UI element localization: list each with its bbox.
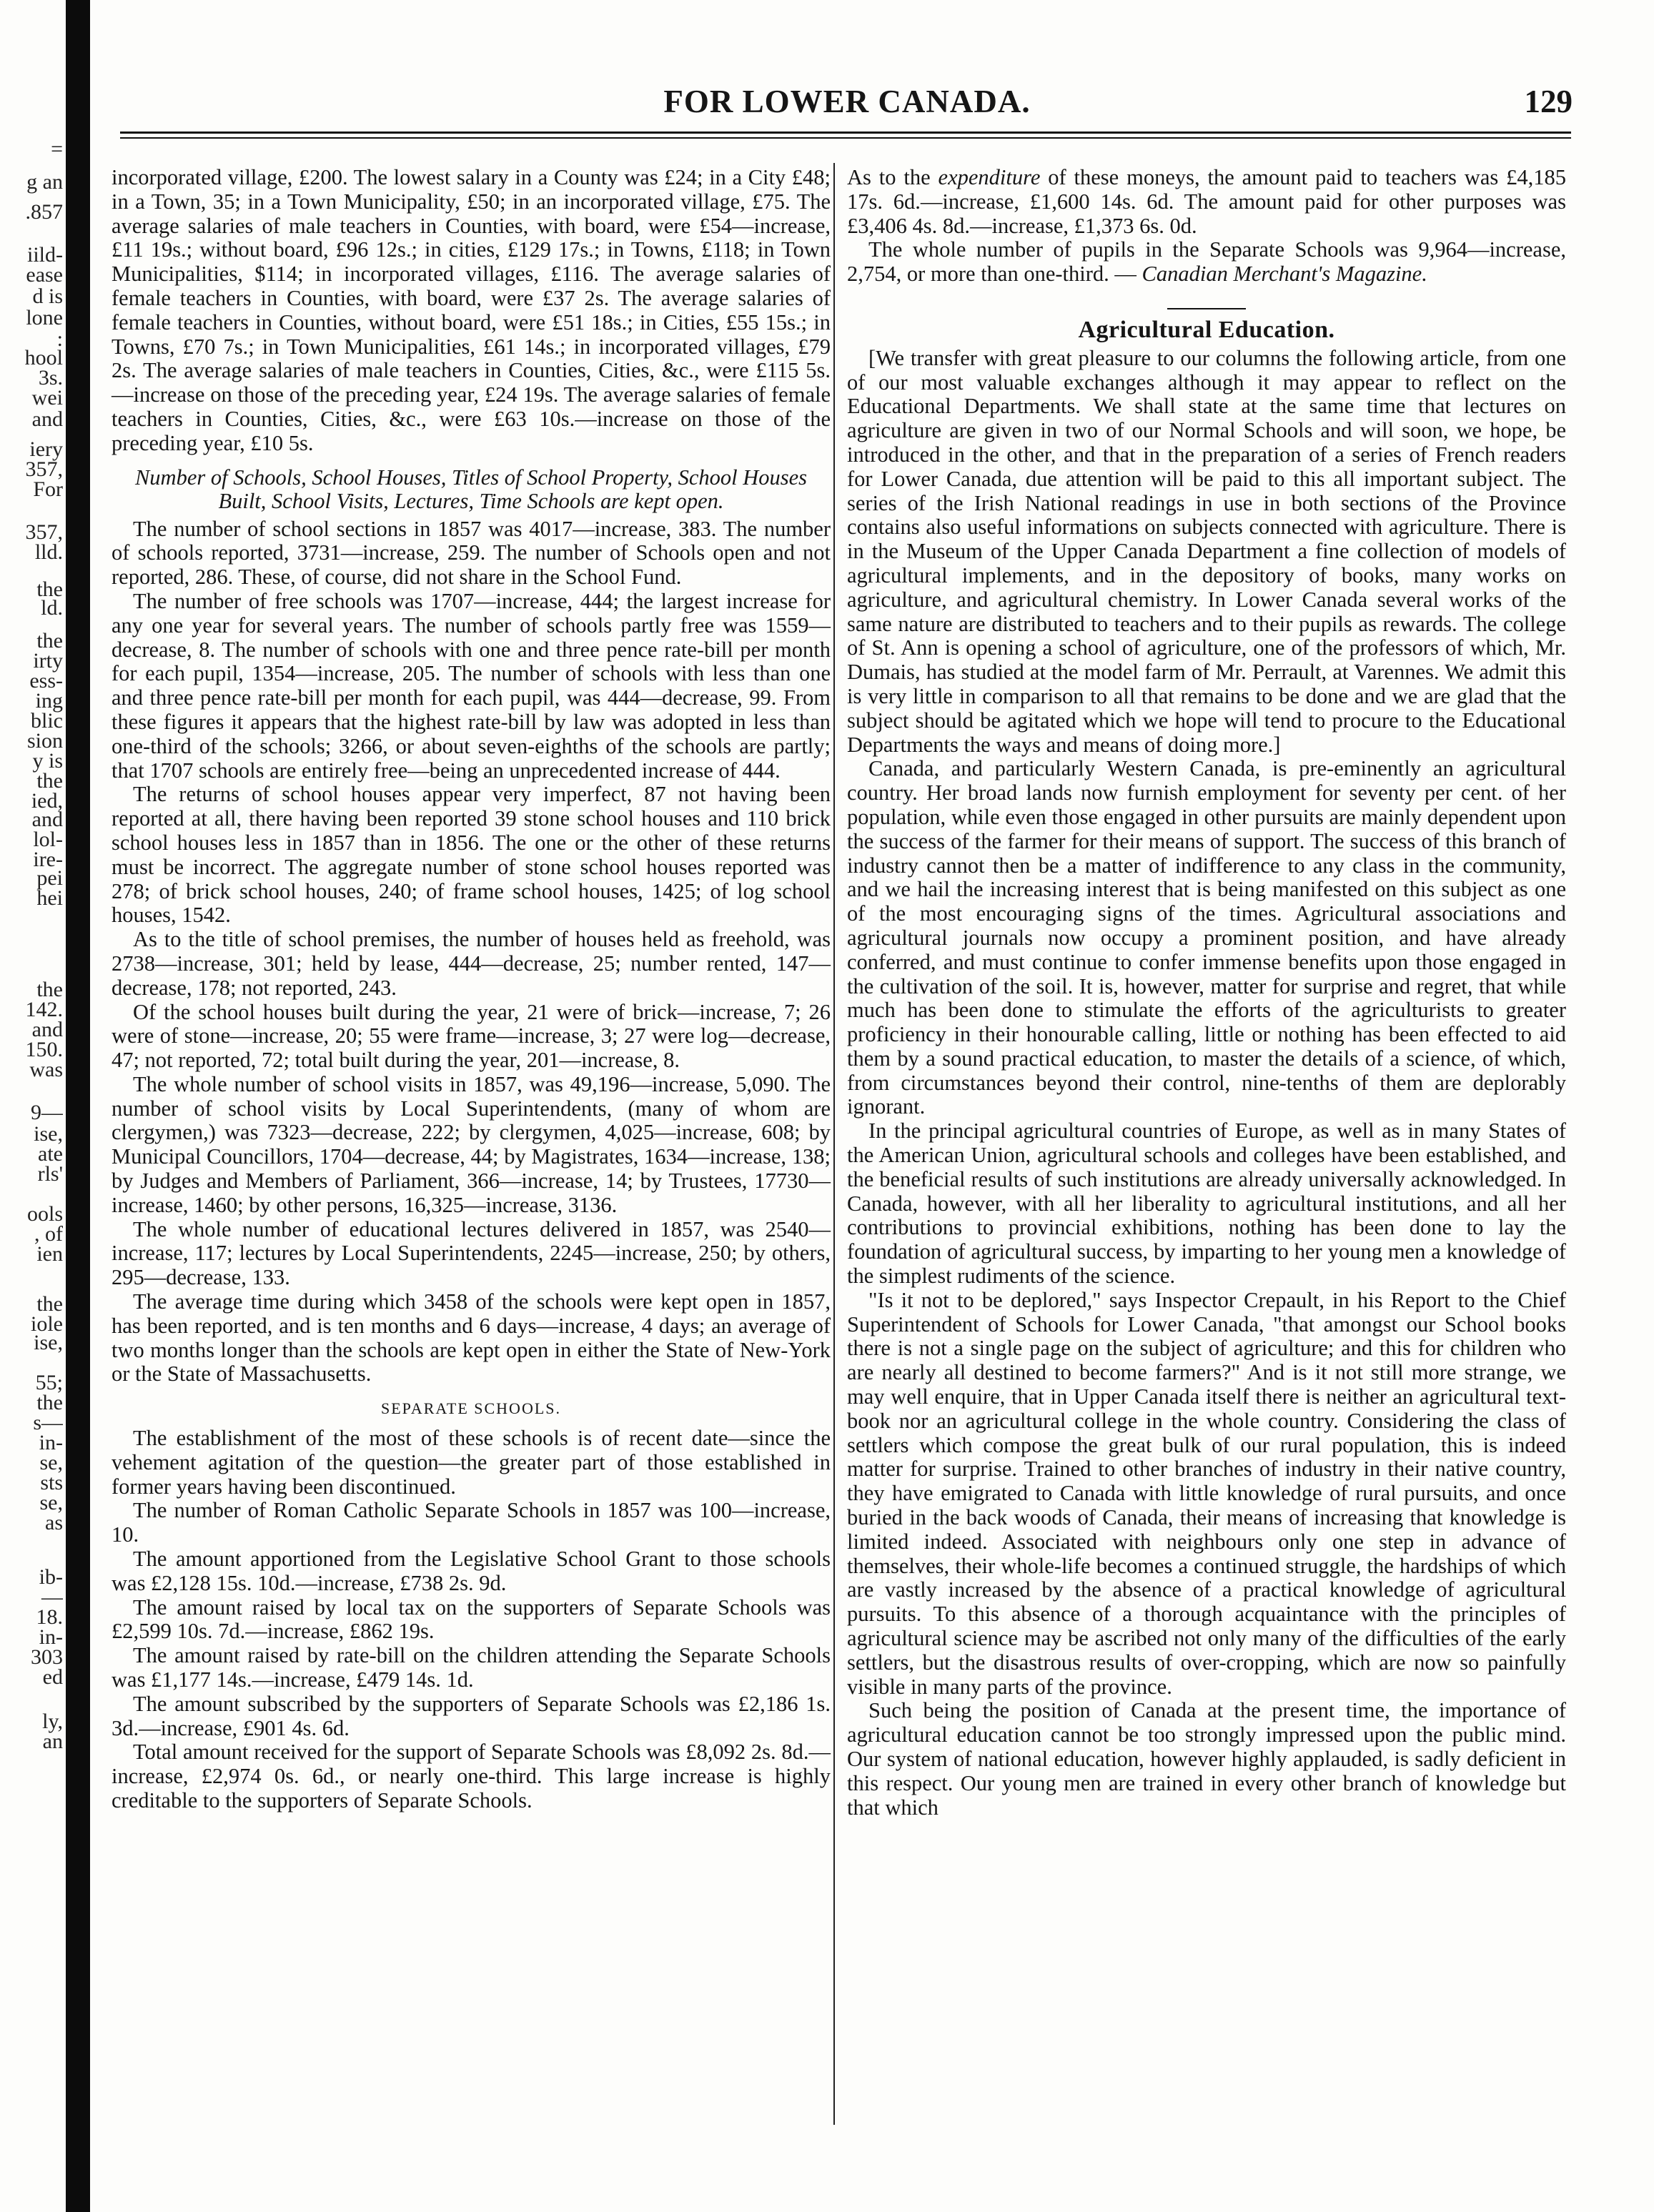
margin-fragment: : <box>56 327 63 351</box>
margin-fragment: pei <box>36 866 63 890</box>
margin-fragment: 18. <box>36 1605 63 1629</box>
paragraph: The average time during which 3458 of the schools were kept open in 1857, has been reported, and is ten months and 6 days—increase, 4 days; an average of two months longer than the schools are kept open in either the State of New-York or the State of Massachusetts. <box>112 1289 831 1387</box>
margin-fragment: ed <box>42 1665 63 1689</box>
margin-fragment: 55; <box>35 1371 63 1394</box>
text: of these moneys, the amount paid to teachers was £4,185 17s. 6d.—increase, £1,600 14s. 6d. The amount paid for other purposes was £3,406 4s. 8d.—increase, £1,373 6s. 0d. <box>847 165 1566 238</box>
margin-fragment: g an <box>26 170 63 194</box>
margin-fragment: the <box>36 577 63 601</box>
paragraph <box>847 238 1566 287</box>
paragraph: The amount subscribed by the supporters of Separate Schools was £2,186 1s. 3d.—increase, £901 4s. 6d. <box>112 1691 831 1740</box>
margin-fragment: ib- <box>39 1565 63 1589</box>
margin-fragment: the <box>36 1292 63 1316</box>
margin-fragment: lld. <box>34 540 63 564</box>
margin-fragment: and <box>31 1018 63 1041</box>
margin-fragment: 9— <box>31 1101 63 1124</box>
margin-fragment: 142. <box>25 998 63 1021</box>
margin-fragment: was <box>29 1058 63 1081</box>
margin-fragment: = <box>51 137 63 161</box>
right-column <box>847 166 1566 1820</box>
margin-fragment: ools <box>26 1202 63 1226</box>
margin-fragment: the <box>36 1391 63 1414</box>
paragraph: In the principal agricultural countries of Europe, as well as in many States of the American Union, agricultural schools and colleges have been established, and the beneficial results of such institutions are already universally acknowledged. In Canada, however, with all her liberality to agricultural institutions, and all her contributions to provincial exhibitions, nothing has been done to lay the foundation of agricultural success, by imparting to her young men a knowledge of the simplest rudiments of the science. <box>847 1119 1566 1289</box>
margin-fragment: wei <box>31 386 63 410</box>
paragraph: Canada, and particularly Western Canada, is pre-eminently an agricultural country. Her broad lands now furnish employment for seventy per cent. of her population, while even those engaged in other pursuits are mainly dependent upon the success of the farmer for their means of support. The success of this branch of industry cannot then be a matter of indifference to any class in the community, and we hail the increasing interest that is being manifested on this subject as one of the most encouraging signs of the times. Agricultural associations and agricultural journals now occupy a prominent position, and have already conferred, and must continue to confer immense benefits upon those engaged in the cultivation of the soil. It is, however, matter for surprise and regret, that while much has been done to stimulate the efforts of the agriculturists to greater proficiency in their honourable calling, little or nothing has been effected to aid them by a sound practical education, to master the details of a science, of which, from circumstances beyond their control, nine-tenths of them are deplorably ignorant. <box>847 756 1566 1119</box>
margin-fragment: in- <box>39 1625 63 1649</box>
paragraph: The amount apportioned from the Legislative School Grant to those schools was £2,128 15s. 10d.—increase, £738 2s. 9d. <box>112 1547 831 1595</box>
margin-fragment: lone <box>26 306 63 329</box>
separator-rule <box>1167 308 1246 309</box>
margin-fragment: ire- <box>33 848 63 871</box>
margin-fragment: For <box>33 477 63 501</box>
margin-fragment: ld. <box>41 596 63 620</box>
margin-fragment: , of <box>34 1222 63 1246</box>
paragraph: incorporated village, £200. The lowest salary in a County was £24; in a City £48; in a Town, 35; in a Town Municipality, £50; in an incorporated village, £75. The average salaries of male teachers in Counties, with board, were £54—increase, £11 19s.; without board, £96 12s.; in cities, £129 17s.; in Towns, £118; in Town Municipalities, $114; in incorporated villages, £116. The average salaries of female teachers in Counties, with board, were £37 2s. The average salaries of female teachers in Counties, without board, were £51 18s.; in Cities, £55 15s.; in Towns, £70 7s.; in Town Municipalities, £61 14s.; in incorporated villages, £79 2s. The average salaries of male teachers in Counties, Cities, &c., were £115 5s.—increase on those of the preceding year, £24 19s. The average salaries of female teachers in Counties, Cities, &c., were £63 10s.—increase on those of the preceding year, £10 5s. <box>112 165 831 455</box>
margin-fragment: the <box>36 769 63 793</box>
paragraph <box>847 166 1566 238</box>
paragraph: Such being the position of Canada at the present time, the importance of agricultural education cannot be too strongly impressed upon the public mind. Our system of national education, however highly applauded, is sadly deficient in this respect. Our young men are trained in every other branch of knowledge but that which <box>847 1698 1566 1820</box>
margin-fragment: ate <box>38 1142 63 1166</box>
binding-shadow <box>66 0 90 2212</box>
margin-fragment: ien <box>36 1242 63 1266</box>
margin-fragment: an <box>42 1730 63 1753</box>
header-rule <box>120 137 1571 139</box>
paragraph: Of the school houses built during the year, 21 were of brick—increase, 7; 26 were of stone—increase, 20; 55 were frame—increase, 3; 27 were log—decrease, 47; not reported, 72; total built during the year, 201—increase, 8. <box>112 999 831 1073</box>
margin-fragment: 357, <box>25 520 63 544</box>
margin-fragment: the <box>36 629 63 653</box>
paragraph: The amount raised by local tax on the supporters of Separate Schools was £2,599 10s. 7d.—increase, £862 19s. <box>112 1594 831 1644</box>
margin-fragment: se, <box>39 1491 63 1514</box>
paragraph: The whole number of educational lectures delivered in 1857, was 2540—increase, 117; lectures by Local Superintendents, 2245—increase, 250; by others, 295—decrease, 133. <box>112 1216 831 1290</box>
margin-fragment: se, <box>39 1451 63 1474</box>
running-title: FOR LOWER CANADA. <box>663 84 1031 119</box>
margin-fragment: iild- <box>27 243 63 267</box>
margin-fragment: ied, <box>31 789 63 813</box>
margin-fragment: ise, <box>34 1331 63 1354</box>
margin-fragment: in- <box>39 1431 63 1454</box>
margin-fragment: hool <box>24 346 63 370</box>
margin-fragment: 3s. <box>38 366 63 390</box>
margin-fragment: rls' <box>37 1162 63 1186</box>
margin-fragment: ise, <box>34 1122 63 1146</box>
paragraph: The number of free schools was 1707—increase, 444; the largest increase for any one year for several years. The number of schools partly free was 1559—decrease, 8. The number of schools with one and three pence rate-bill per month for each pupil, 1354—increase, 205. The number of schools with less than one and three pence rate-bill per month for each pupil, was 444—decrease, 99. From these figures it appears that the highest rate-bill by law was adopted in less than one-third of the schools; 3266, or about seven-eighths of the schools are partly; that 1707 schools are entirely free—being an unprecedented increase of 444. <box>112 588 831 783</box>
margin-fragment: as <box>45 1511 63 1534</box>
margin-fragment: d is <box>32 284 63 308</box>
column-divider <box>833 163 835 2125</box>
paragraph: Total amount received for the support of Separate Schools was £8,092 2s. 8d.—increase, £2,974 0s. 6d., or nearly one-third. This large increase is highly creditable to the supporters of Separate Schools. <box>112 1740 831 1812</box>
text: As to the <box>847 165 939 189</box>
margin-fragment: ease <box>26 263 63 287</box>
margin-fragment: 150. <box>25 1038 63 1061</box>
margin-fragment: sts <box>40 1471 63 1494</box>
editorial-note: [We transfer with great pleasure to our columns the following article, from one of our most valuable exchanges although it may appear to reflect on the Educational Departments. We shall state at the same time that lectures on agriculture are given in two of our Normal Schools and will soon, we hope, be introduced in the other, and that in the preparation of a series of French readers for Lower Canada, due attention will be paid to this all important subject. The series of the Irish National readings in use in both sections of the Province contains also useful informations on subjects connected with agriculture. There is in the Museum of the Upper Canada Department a fine collection of models of agricultural implements, and in the depository of books, many works on agriculture, and agricultural chemistry. In Lower Canada several works of the same nature are distributed to teachers and to their pupils as rewards. The college of St. Ann is opening a school of agriculture, one of the professors of which, Mr. Dumais, has studied at the model farm of Mr. Perrault, at Varennes. We admit this is very little in comparison to all that remains to be done and we are glad that the subject should be agitated which we hope will tend to procure to the Educational Departments the ways and means of doing more.] <box>847 345 1566 757</box>
margin-fragment: blic <box>31 709 63 733</box>
margin-fragment: and <box>31 808 63 831</box>
margin-fragment: — <box>41 1585 63 1609</box>
article-title: Agricultural Education. <box>1078 316 1335 343</box>
paragraph: As to the title of school premises, the number of houses held as freehold, was 2738—increase, 301; held by lease, 444—decrease, 25; number rented, 147—decrease, 178; not reported, 243. <box>112 927 831 1000</box>
margin-fragment: and <box>31 407 63 431</box>
paragraph: The whole number of school visits in 1857, was 49,196—increase, 5,090. The number of school visits by Local Superintendents, (many of whom are clergymen,) was 7323—decrease, 222; by clergymen, 4,025—increase, 608; by Municipal Councillors, 1704—decrease, 44; by Magistrates, 1634—increase, 138; by Judges and Members of Parliament, 366—increase, 14; by Trustees, 17730—increase, 1460; by other persons, 16,325—increase, 3136. <box>112 1071 831 1217</box>
margin-fragment: ess- <box>29 669 63 693</box>
paragraph: The number of school sections in 1857 was 4017—increase, 383. The number of schools reported, 3731—increase, 259. The number of Schools open and not reported, 286. These, of course, did not share in the School Fund. <box>112 516 831 590</box>
margin-fragment: .857 <box>25 200 63 224</box>
margin-fragment: 357, <box>25 457 63 481</box>
margin-fragment: ing <box>35 689 63 713</box>
header-rule <box>120 132 1571 134</box>
margin-fragment: hei <box>36 886 63 910</box>
margin-fragment: iole <box>31 1312 63 1336</box>
paragraph: The returns of school houses appear very imperfect, 87 not having been reported at all, there having been reported 39 stone school houses and 110 brick school houses less in 1857 than in 1856. The one or the other of these returns must be incorrect. The aggregate number of stone school houses reported was 278; of brick school houses, 240; of frame school houses, 1425; of log school houses, 1542. <box>112 782 831 928</box>
paragraph: The amount raised by rate-bill on the children attending the Separate Schools was £1,177 14s.—increase, £479 14s. 1d. <box>112 1643 831 1692</box>
paragraph: The establishment of the most of these schools is of recent date—since the vehement agitation of the question—the greater part of those established in former years having been discontinued. <box>112 1426 831 1499</box>
section-heading-separate-schools: SEPARATE SCHOOLS. <box>380 1399 562 1418</box>
paragraph: "Is it not to be deplored," says Inspector Crepault, in his Report to the Chief Superintendent of Schools for Lower Canada, "that amongst our School books there is not a single page on the subject of agriculture; and this for children who are nearly all destined to become farmers?" And is it not still more strange, we may well enquire, that in Upper Canada itself there is neither an agricultural text-book nor an agricultural college in the whole country. Considering the class of settlers which compose the great bulk of our rural population, this is indeed matter for surprise. Trained to other branches of industry in their native country, they have emigrated to Canada with little knowledge of rural pursuits, and once buried in the back woods of Canada, their means of increasing that knowledge is limited indeed. Associated with neighbours only one step in advance of themselves, their whole-life becomes a continued struggle, the hardships of which are vastly increased by the absence of a practical knowledge of agricultural pursuits. To this absence of a thorough acquaintance with the principles of agricultural science may be ascribed not only many of the difficulties of the early settlers, but the disastrous results of over-cropping, which are now so painfully visible in many parts of the province. <box>847 1287 1566 1699</box>
margin-fragment: irty <box>33 649 63 673</box>
section-heading-schools: Number of Schools, School Houses, Titles of School Property, School Houses Built, School Visits, Lectures, Time Schools are kept open. <box>134 465 808 513</box>
margin-fragment: the <box>36 978 63 1001</box>
left-column <box>112 166 831 1813</box>
running-head <box>107 83 1587 123</box>
paragraph: The number of Roman Catholic Separate Schools in 1857 was 100—increase, 10. <box>112 1498 831 1547</box>
source-citation: Canadian Merchant's Magazine. <box>1142 262 1427 287</box>
margin-fragment: 303 <box>31 1645 63 1669</box>
margin-fragment: iery <box>29 437 63 461</box>
margin-fragment: lol- <box>33 828 63 851</box>
margin-fragment: y is <box>32 749 63 773</box>
page-number: 129 <box>1524 84 1573 119</box>
text: The whole number of pupils in the Separate Schools was 9,964—increase, 2,754, or more than one-third. — <box>847 237 1566 287</box>
margin-fragment: sion <box>26 729 63 753</box>
margin-fragment: ly, <box>42 1710 63 1733</box>
margin-fragment: s— <box>33 1411 63 1434</box>
emphasis: expenditure <box>938 165 1041 189</box>
